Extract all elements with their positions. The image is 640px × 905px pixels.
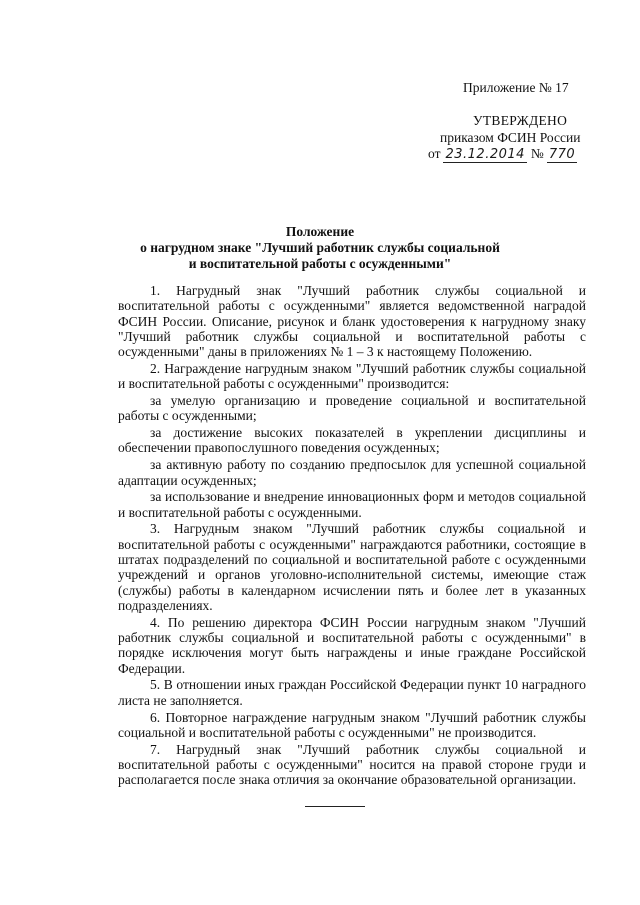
paragraph-1: 1. Нагрудный знак "Лучший работник службы социальной и воспитательной работы с осужденными" является ведомственной наградой ФСИН России. Описание, рисунок и бланк удостоверения к нагрудному знаку "Лучший работник службы социальной и воспитательной работы с осужденными" даны в приложениях № 1 – 3 к настоящему Положению.: [118, 283, 586, 360]
title-line-3: и воспитательной работы с осужденными": [188, 256, 452, 271]
document-body: [118, 283, 586, 789]
paragraph-2-item-2: за достижение высоких показателей в укреплении дисциплины и обеспечении правопослушного поведения осужденных;: [118, 425, 586, 456]
paragraph-2-item-4: за использование и внедрение инновационных форм и методов социальной и воспитательной работы с осужденными.: [118, 489, 586, 520]
title-line-1: Положение: [285, 224, 355, 239]
paragraph-2-item-3: за активную работу по созданию предпосылок для успешной социальной адаптации осужденных;: [118, 457, 586, 488]
paragraph-7: 7. Нагрудный знак "Лучший работник службы социальной и воспитательной работы с осужденными" носится на правой стороне груди и располагается после знака отличия за окончание образовательной организации.: [118, 741, 586, 788]
document-title: [120, 224, 520, 272]
paragraph-5: 5. В отношении иных граждан Российской Федерации пункт 10 наградного листа не заполняется.: [118, 677, 586, 708]
paragraph-2: 2. Награждение нагрудным знаком "Лучший работник службы социальной и воспитательной работы с осужденными" производится:: [118, 360, 586, 392]
appendix-number: Приложение № 17: [463, 80, 569, 95]
paragraph-2-item-1: за умелую организацию и проведение социальной и воспитательной работы с осужденными;: [118, 393, 586, 424]
order-reference: приказом ФСИН России: [440, 130, 581, 145]
order-date-line: [428, 146, 581, 163]
approved-stamp: УТВЕРЖДЕНО: [473, 113, 568, 128]
paragraph-6: 6. Повторное награждение нагрудным знаком "Лучший работник службы социальной и воспитательной работы с осужденными" не производится.: [118, 709, 586, 740]
handwritten-date: 23.12.2014: [445, 147, 525, 162]
title-line-2: о нагрудном знаке "Лучший работник службы социальной: [140, 240, 500, 255]
handwritten-number: 770: [548, 147, 576, 162]
paragraph-3: 3. Нагрудным знаком "Лучший работник службы социальной и воспитательной работы с осужденными" награждаются работники, состоящие в штатах подразделений по социальной и воспитательной работе с осужденными учреждений и органов уголовно-исполнительной системы, имеющие стаж (службы) работы в календарном исчислении пять и более лет в указанных подразделениях.: [118, 521, 586, 613]
date-prefix: от: [428, 146, 441, 161]
paragraph-4: 4. По решению директора ФСИН России нагрудным знаком "Лучший работник службы социальной и воспитательной работы с осужденными" в порядке исключения могут быть награждены и иные граждане Российской Федерации.: [118, 614, 586, 676]
closing-divider: [305, 806, 365, 807]
number-prefix: №: [530, 146, 544, 161]
